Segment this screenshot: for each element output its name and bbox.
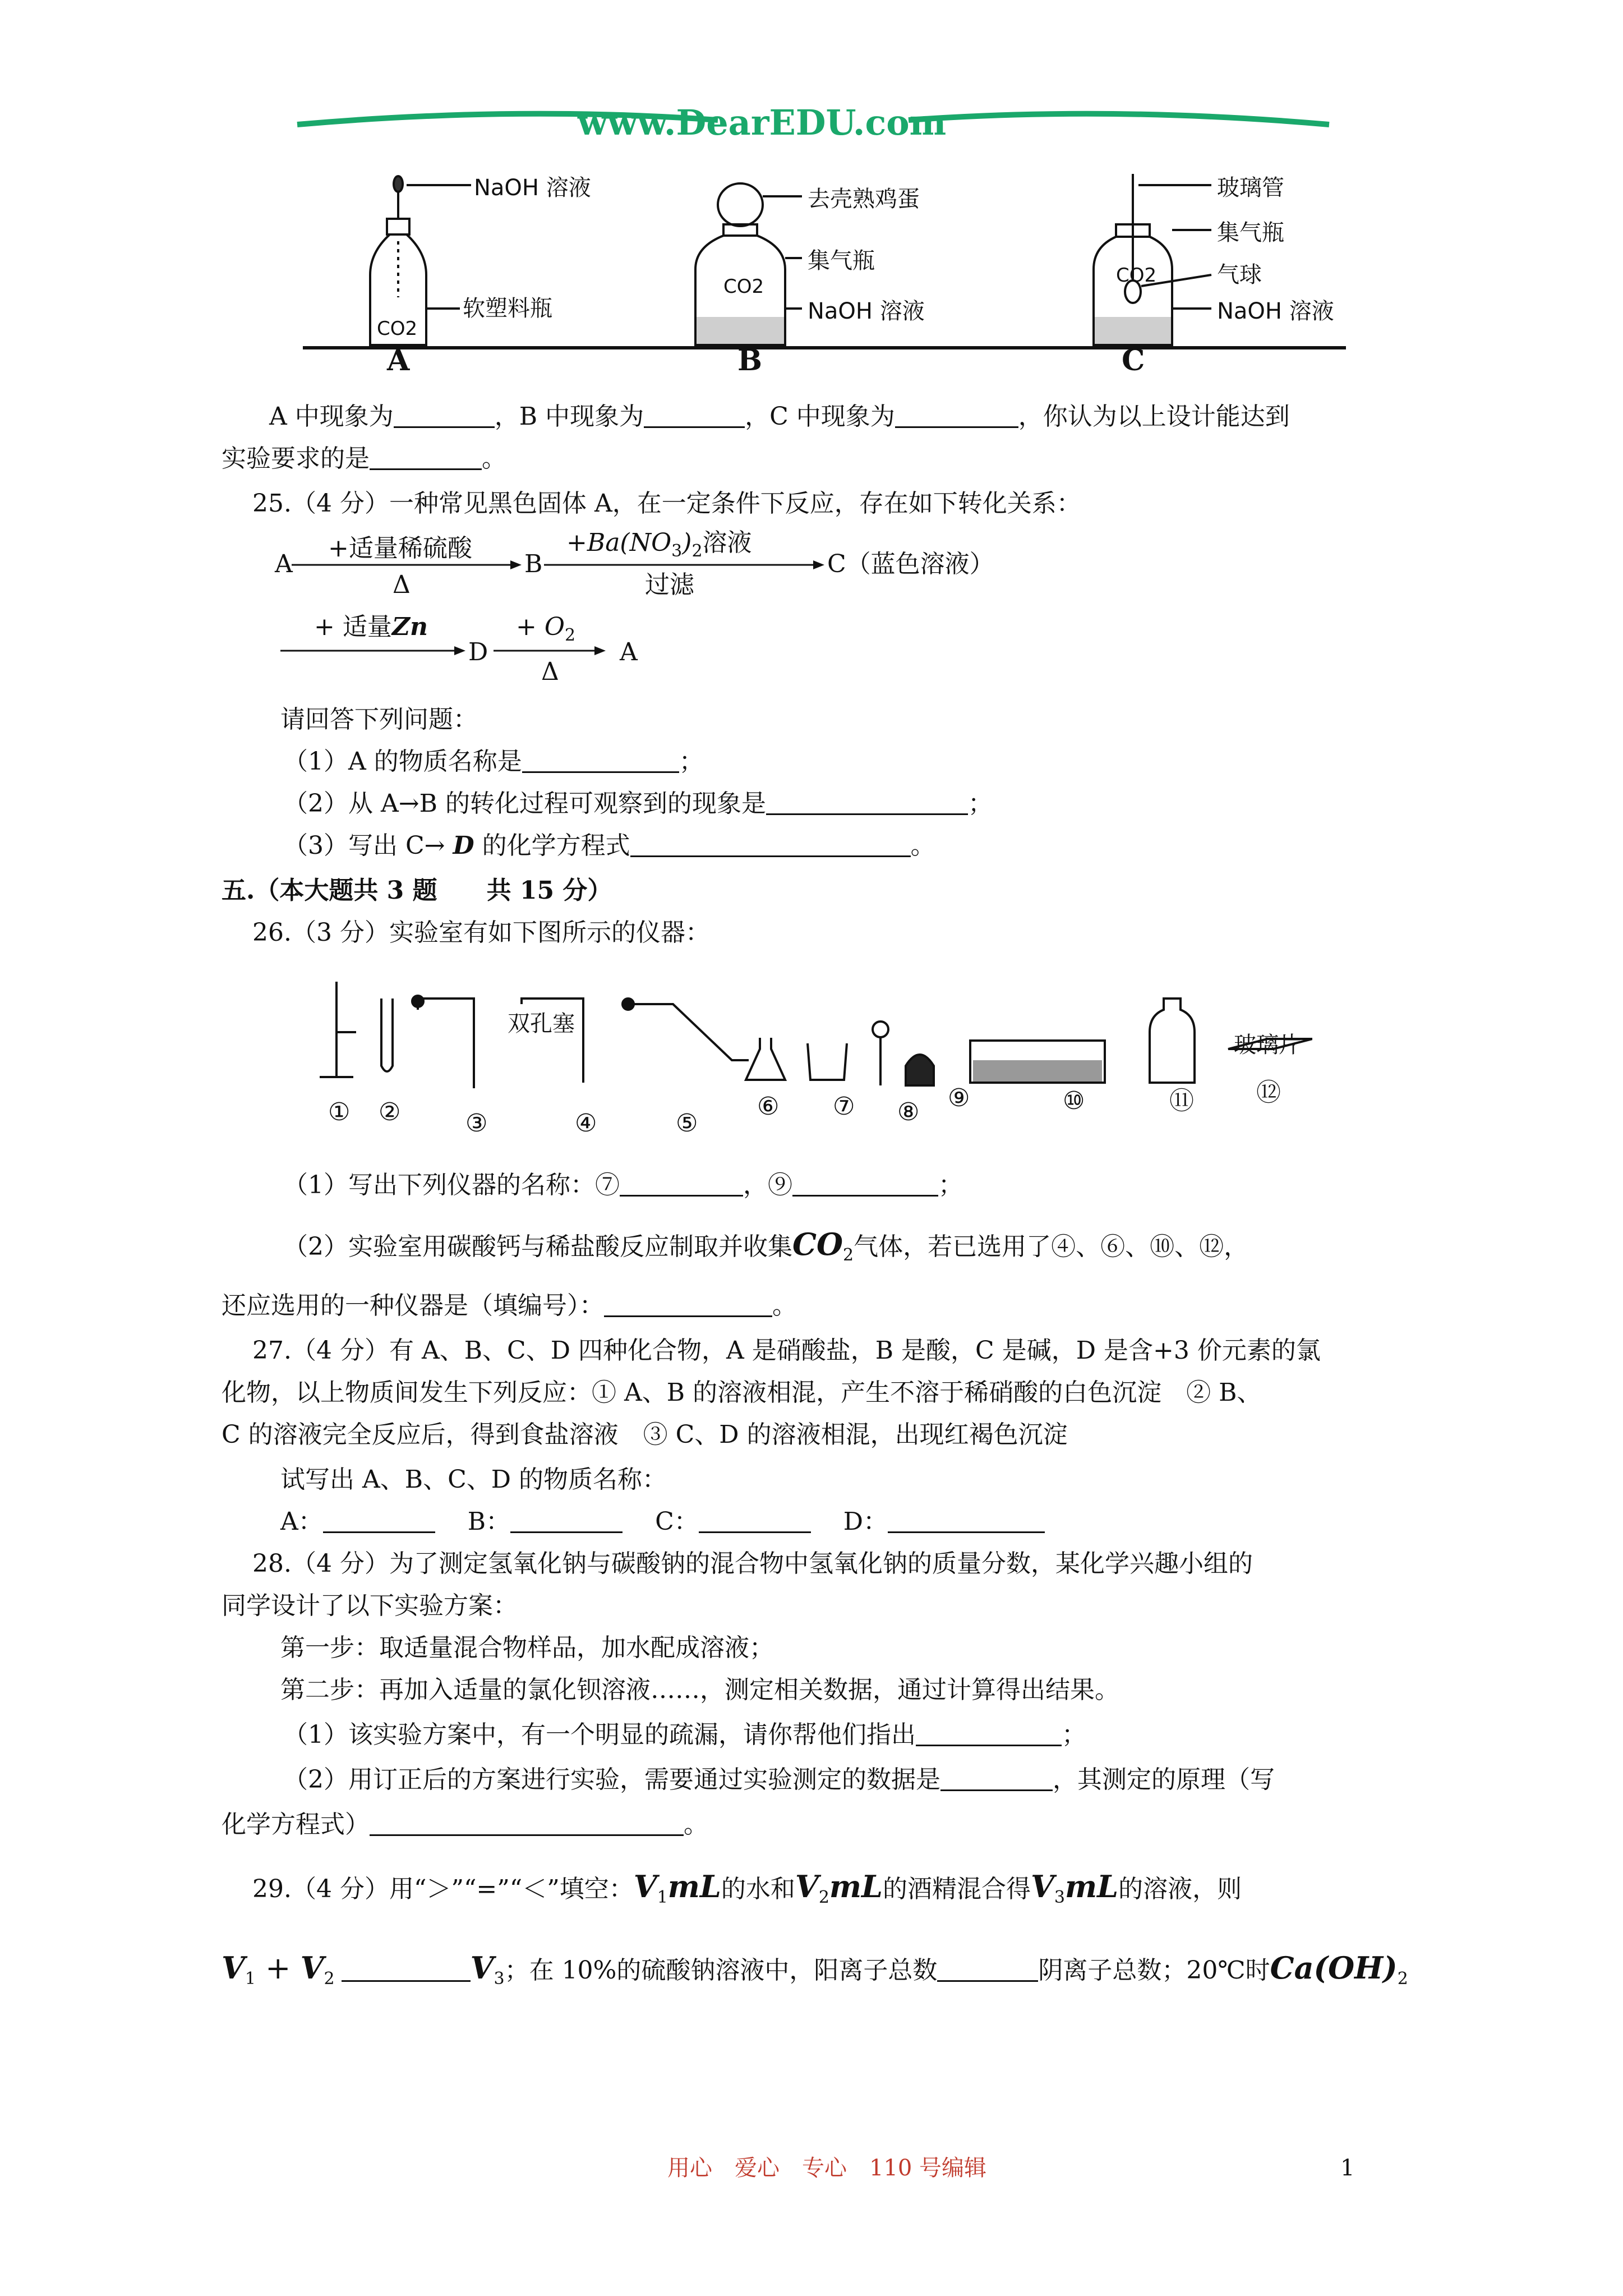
q25-sub3-it: D [453, 831, 474, 860]
q26-sub2-sub: 2 [843, 1245, 854, 1265]
q29-l2-plus: + [256, 1950, 301, 1986]
q25-sub1 [283, 746, 704, 777]
q28-blank2[interactable] [940, 1767, 1053, 1791]
q25-r3-top-pre: + 适量 [314, 613, 392, 641]
q26-num-2: ② [379, 1098, 401, 1126]
header-site-title: www.DearEDU.com [578, 102, 947, 143]
q26-sub1 [283, 1170, 963, 1200]
q26-num-3: ③ [465, 1109, 488, 1138]
q26-sub2-pre: （2）实验室用碳酸钙与稀盐酸反应制取并收集 [283, 1232, 792, 1261]
q26-sub1-mid: ，⑨ [743, 1171, 792, 1199]
q28-sub2 [283, 1764, 1275, 1795]
q26-sub2 [283, 1226, 1248, 1266]
q24-text-b: ，B 中现象为 [494, 402, 644, 431]
q24-a-label-naoh: NaOH 溶液 [474, 175, 591, 201]
q29-blank1[interactable] [342, 1958, 471, 1982]
q25-r4-top-pre: + O [516, 613, 565, 641]
q25-sub3-end: 。 [910, 831, 935, 860]
q29-end1: 的溶液，则 [1118, 1875, 1242, 1903]
q27-b-label: B： [467, 1507, 511, 1536]
q29-v3: V [1031, 1869, 1054, 1904]
q25-r1-top: +适量稀硫酸 [328, 534, 472, 563]
q29-v3-sub: 3 [1054, 1888, 1066, 1907]
q24-b-letter: B [737, 343, 762, 378]
q25-species-a: A [275, 550, 293, 578]
q24-b-label-jar: 集气瓶 [808, 248, 875, 274]
q24-text-c: ，C 中现象为 [745, 402, 895, 431]
q24-text-d: ，你认为以上设计能达到 [1018, 402, 1290, 431]
q24-c-label-balloon: 气球 [1217, 262, 1262, 288]
q27-blank-b[interactable] [510, 1509, 623, 1533]
q27-a-label: A： [280, 1507, 323, 1536]
q24-c-gas: CO2 [1116, 264, 1157, 287]
q28-step1: 第一步：取适量混合物样品，加水配成溶液； [280, 1634, 774, 1662]
q28-line1: 28.（4 分）为了测定氢氧化钠与碳酸钠的混合物中氢氧化钠的质量分数，某化学兴趣小组的 [252, 1549, 1253, 1578]
q27-line3: C 的溶液完全反应后，得到食盐溶液 ③ C、D 的溶液相混，出现红褐色沉淀 [222, 1420, 1068, 1449]
q25-r4-sub: 2 [564, 625, 576, 645]
q26-sub2-co: CO [792, 1226, 843, 1262]
q28-sub2-mid: ，其测定的原理（写 [1053, 1765, 1275, 1794]
q24-a-label-bottle: 软塑料瓶 [463, 296, 552, 321]
q27-c-label: C： [655, 1507, 699, 1536]
q25-r2-top-mid: ) [682, 528, 692, 557]
q25-r2-sub: 3 [671, 541, 683, 561]
q29-l2-v1: V [222, 1950, 245, 1986]
q26-num-11: ⑪ [1169, 1087, 1194, 1115]
q24-blank-b[interactable] [644, 404, 745, 428]
q26-num-12: ⑫ [1256, 1078, 1281, 1107]
q28-sub1 [283, 1719, 1086, 1750]
q25-species-c: C（蓝色溶液） [827, 550, 994, 578]
q26-sub1-end: ； [938, 1171, 963, 1199]
q29-l2-mid2: 阴离子总数；20℃时 [1038, 1956, 1270, 1985]
q29-mid1: 的水和 [721, 1875, 795, 1903]
q24-c-letter: C [1122, 343, 1145, 378]
q29-ml1: mL [667, 1869, 721, 1904]
q24-c-label-naoh: NaOH 溶液 [1217, 298, 1334, 324]
q25-sub1-end: ； [679, 747, 704, 776]
q26-num-5: ⑤ [676, 1109, 698, 1138]
q29-line2 [222, 1949, 1408, 1990]
q27-blank-c[interactable] [699, 1509, 811, 1533]
q28-line2: 同学设计了以下实验方案： [222, 1591, 518, 1620]
q26-label-stopper: 双孔塞 [508, 1011, 575, 1037]
q25-species-b: B [524, 550, 543, 578]
q27-line4: 试写出 A、B、C、D 的物质名称： [280, 1465, 667, 1494]
q25-r2-top [566, 527, 752, 562]
q28-blank3[interactable] [370, 1812, 684, 1836]
q24-c-label-jar: 集气瓶 [1217, 220, 1284, 246]
q26-blank9[interactable] [792, 1172, 938, 1197]
q24-b-gas: CO2 [723, 275, 764, 298]
q26-instrument-drawings [314, 976, 1312, 1144]
q24-line1 [269, 401, 1290, 432]
q25-blank3[interactable] [630, 833, 911, 857]
q25-sub2-text: （2）从 A→B 的转化过程可观察到的现象是 [283, 789, 766, 818]
q26-blank-choice[interactable] [604, 1293, 772, 1317]
q29-pre: 29.（4 分）用“＞”“=”“＜”填空： [252, 1875, 634, 1903]
q25-r1-bot: Δ [393, 570, 411, 599]
q27-blank-d[interactable] [888, 1509, 1045, 1533]
q24-line2 [222, 443, 506, 474]
q25-species-a2: A [620, 638, 638, 666]
q29-l2-v3: V [470, 1950, 494, 1986]
q28-sub2-line2 [222, 1809, 708, 1840]
q29-mid2: 的酒精混合得 [883, 1875, 1031, 1903]
q26-instruments [314, 976, 1312, 1144]
q25-r2-sub2: 2 [691, 541, 703, 561]
q26-label-glass: 玻璃片 [1234, 1032, 1301, 1058]
q26-sub2-end: 。 [772, 1291, 797, 1320]
q27-line2: 化物，以上物质间发生下列反应：① A、B 的溶液相混，产生不溶于稀硝酸的白色沉淀 ② B、 [222, 1378, 1262, 1407]
q29-l2-v2-sub: 2 [324, 1969, 335, 1989]
q28-sub2-line2-text: 化学方程式） [222, 1810, 370, 1839]
q26-sub2-post: 气体，若已选用了④、⑥、⑩、⑫， [854, 1232, 1249, 1261]
q25-r2-top-post: 溶液 [702, 528, 752, 557]
q24-a-gas: CO2 [377, 318, 418, 340]
q25-r4-top [516, 611, 575, 646]
q27-d-label: D： [843, 1507, 888, 1536]
q26-num-8: ⑧ [897, 1098, 920, 1126]
q28-sub1-text: （1）该实验方案中，有一个明显的疏漏，请你帮他们指出 [283, 1720, 916, 1749]
q26-blank7[interactable] [620, 1172, 743, 1197]
q25-sub2 [283, 788, 993, 819]
q25-ask: 请回答下列问题： [280, 705, 478, 734]
section5-title: 五.（本大题共 3 题 共 15 分） [222, 876, 612, 905]
q24-blank-e[interactable] [370, 446, 482, 470]
q26-num-7: ⑦ [833, 1092, 855, 1121]
q25-sub3-post: 的化学方程式 [474, 831, 630, 860]
q29-ml3: mL [1065, 1869, 1119, 1904]
q25-species-d: D [468, 638, 488, 666]
q24-blank-c[interactable] [895, 404, 1018, 428]
q26-num-9: ⑨ [948, 1084, 970, 1112]
q26-num-4: ④ [575, 1109, 597, 1138]
q25-r2-top-pre: +Ba(NO [566, 528, 672, 557]
q29-l2-v2: V [300, 1950, 324, 1986]
q24-c-label-tube: 玻璃管 [1217, 175, 1284, 201]
q25-blank2[interactable] [766, 791, 968, 815]
q26-num-10: ⑩ [1063, 1087, 1085, 1115]
q28-sub2-text: （2）用订正后的方案进行实验，需要通过实验测定的数据是 [283, 1765, 940, 1794]
q29-blank2[interactable] [937, 1958, 1038, 1982]
q26-title: 26.（3 分）实验室有如下图所示的仪器： [252, 918, 710, 947]
q29-l2-v3-sub: 3 [494, 1969, 505, 1989]
q29-line1 [252, 1868, 1242, 1908]
q26-sub2-line2 [222, 1290, 797, 1321]
q25-r4-bot: Δ [541, 657, 559, 686]
q29-v1-sub: 1 [657, 1888, 668, 1907]
q24-blank-a[interactable] [394, 404, 495, 428]
q27-blank-a[interactable] [323, 1509, 435, 1533]
q29-v1: V [633, 1869, 657, 1904]
footer-text: 用心 爱心 专心 110 号编辑 [667, 2155, 987, 2181]
q27-line1: 27.（4 分）有 A、B、C、D 四种化合物，A 是硝酸盐，B 是酸，C 是碱，D 是含+3 价元素的氯 [252, 1336, 1321, 1365]
q29-l2-v1-sub: 1 [245, 1969, 256, 1989]
page-number: 1 [1340, 2155, 1355, 2181]
q24-a-letter: A [387, 343, 410, 378]
q29-l2-mid: ；在 10%的硫酸钠溶液中，阳离子总数 [504, 1956, 938, 1985]
q28-blank1[interactable] [916, 1722, 1062, 1746]
q25-r3-top-it: Zn [391, 613, 428, 641]
q25-r2-bot: 过滤 [645, 570, 694, 599]
q29-l2-ca-sub: 2 [1397, 1969, 1408, 1989]
q28-step2: 第二步：再加入适量的氯化钡溶液……，测定相关数据，通过计算得出结果。 [280, 1676, 1119, 1704]
q24-b-label-naoh: NaOH 溶液 [808, 298, 925, 324]
q27-answers [280, 1506, 1045, 1537]
q25-r3-top [314, 611, 428, 642]
q24-text-e: 实验要求的是 [222, 444, 370, 473]
q26-num-1: ① [328, 1098, 351, 1126]
q24-b-label-egg: 去壳熟鸡蛋 [808, 186, 920, 212]
q29-ml2: mL [829, 1869, 883, 1904]
q28-sub2-end: 。 [684, 1810, 708, 1839]
q29-v2-sub: 2 [818, 1888, 829, 1907]
q28-sub1-end: ； [1062, 1720, 1086, 1749]
q26-sub2-line2-text: 还应选用的一种仪器是（填编号）： [222, 1291, 604, 1320]
q24-text-a: A 中现象为 [269, 402, 394, 431]
q29-l2-ca: Ca(OH) [1270, 1950, 1398, 1986]
q26-sub1-pre: （1）写出下列仪器的名称：⑦ [283, 1171, 620, 1199]
q25-sub2-end: ； [967, 789, 993, 818]
q25-title: 25.（4 分）一种常见黑色固体 A，在一定条件下反应，存在如下转化关系： [252, 489, 1081, 518]
q24-text-f: 。 [482, 444, 506, 473]
q25-sub1-text: （1）A 的物质名称是 [283, 747, 522, 776]
q25-sub3-pre: （3）写出 C→ [283, 831, 453, 860]
q29-v2: V [795, 1869, 819, 1904]
q26-num-6: ⑥ [757, 1092, 780, 1121]
q25-blank1[interactable] [522, 749, 679, 773]
q25-sub3 [283, 830, 935, 861]
